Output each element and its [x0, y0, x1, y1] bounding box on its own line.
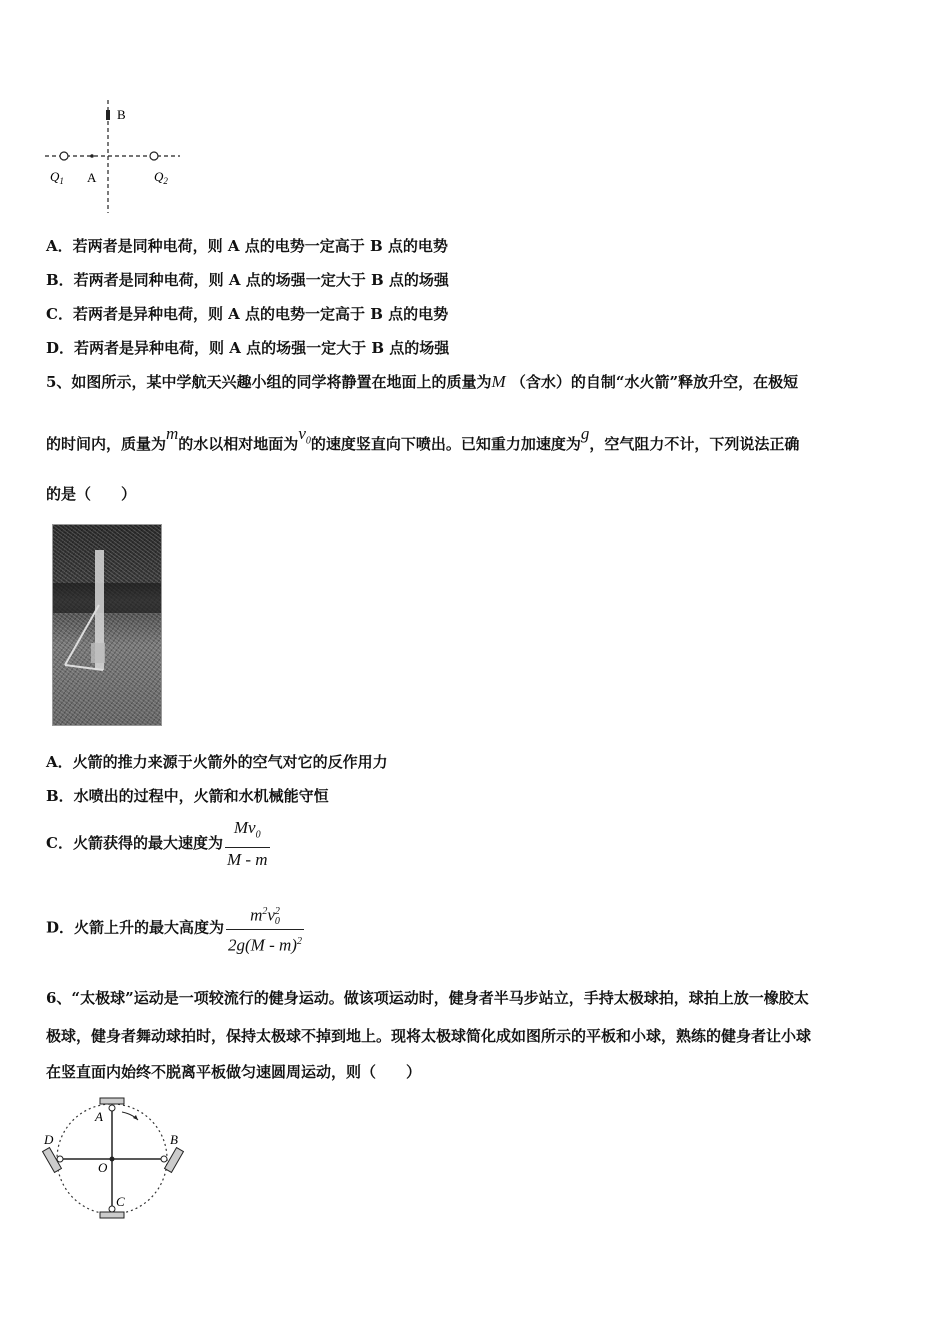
- q5-option-d: D．火箭上升的最大高度为 $m^2v$ 2 0 2g(M - m)$^2$: [46, 902, 304, 955]
- charges-figure: [40, 95, 190, 220]
- charge-q2: [150, 152, 158, 160]
- ball-bottom: [109, 1206, 115, 1212]
- taiji-circle-figure: [40, 1096, 190, 1224]
- q5-option-c: C．火箭获得的最大速度为 $\frac{Mv_0}{M - m}$: [46, 818, 268, 870]
- q4-option-b: B．若两者是同种电荷，则 A 点的场强一定大于 B 点的场强: [46, 271, 449, 289]
- var-g: g: [580, 424, 590, 443]
- q5-option-b: B．水喷出的过程中，火箭和水机械能守恒: [46, 787, 329, 805]
- label-b: B: [117, 107, 126, 122]
- label-q1: $Q_1$: [50, 169, 64, 186]
- q5-stem-line2: 的时间内，质量为m的水以相对地面为$v_0$的速度竖直向下喷出。已知重力加速度为g，空气阻力不计，下列说法正确: [46, 424, 800, 453]
- ball-left: [57, 1156, 63, 1162]
- point-a-marker: [90, 154, 94, 158]
- ball-top: [109, 1105, 115, 1111]
- plate-top: [100, 1098, 124, 1104]
- fraction-max-velocity: $\frac{Mv_0}{M - m}$: [226, 818, 268, 870]
- q6-stem-line3: 在竖直面内始终不脱离平板做匀速圆周运动，则（ ）: [46, 1063, 422, 1081]
- var-v0: $v_0$: [298, 424, 311, 447]
- center-o: [110, 1157, 115, 1162]
- fraction-max-height: $m^2v$ 2 0 2g(M - m)$^2$: [226, 902, 304, 955]
- q5-stem-line1: 5、如图所示，某中学航天兴趣小组的同学将静置在地面上的质量为M （含水）的自制“水火箭”释放升空，在极短: [46, 372, 799, 391]
- water-rocket-photo: [52, 524, 162, 726]
- label-a: A: [87, 170, 97, 185]
- charge-q1: [60, 152, 68, 160]
- label-q2: $Q_2$: [154, 169, 168, 186]
- label-b: B: [170, 1132, 178, 1147]
- q4-option-c: C．若两者是异种电荷，则 A 点的电势一定高于 B 点的电势: [46, 305, 449, 323]
- plate-bottom: [100, 1212, 124, 1218]
- var-mass-water: m: [166, 424, 179, 443]
- rotation-arrowhead: [133, 1115, 138, 1120]
- q5-stem-line3: 的是（ ）: [46, 485, 137, 503]
- q4-option-a: A．若两者是同种电荷，则 A 点的电势一定高于 B 点的电势: [46, 237, 448, 255]
- label-d: D: [44, 1132, 54, 1147]
- q6-stem-line2: 极球，健身者舞动球拍时，保持太极球不掉到地上。现将太极球简化成如图所示的平板和小球，熟练的健身者让小球: [46, 1027, 812, 1045]
- q4-option-d: D．若两者是异种电荷，则 A 点的场强一定大于 B 点的场强: [46, 339, 450, 357]
- label-o: O: [98, 1160, 108, 1175]
- label-c: C: [116, 1194, 125, 1209]
- q5-option-a: A．火箭的推力来源于火箭外的空气对它的反作用力: [46, 753, 388, 771]
- q6-stem-line1: 6、“太极球”运动是一项较流行的健身运动。做该项运动时，健身者半马步站立，手持太极球拍，球拍上放一橡胶太: [46, 989, 809, 1007]
- point-b-marker: [106, 110, 110, 120]
- label-a: A: [95, 1109, 103, 1124]
- ball-right: [161, 1156, 167, 1162]
- var-mass-total: M: [491, 372, 506, 391]
